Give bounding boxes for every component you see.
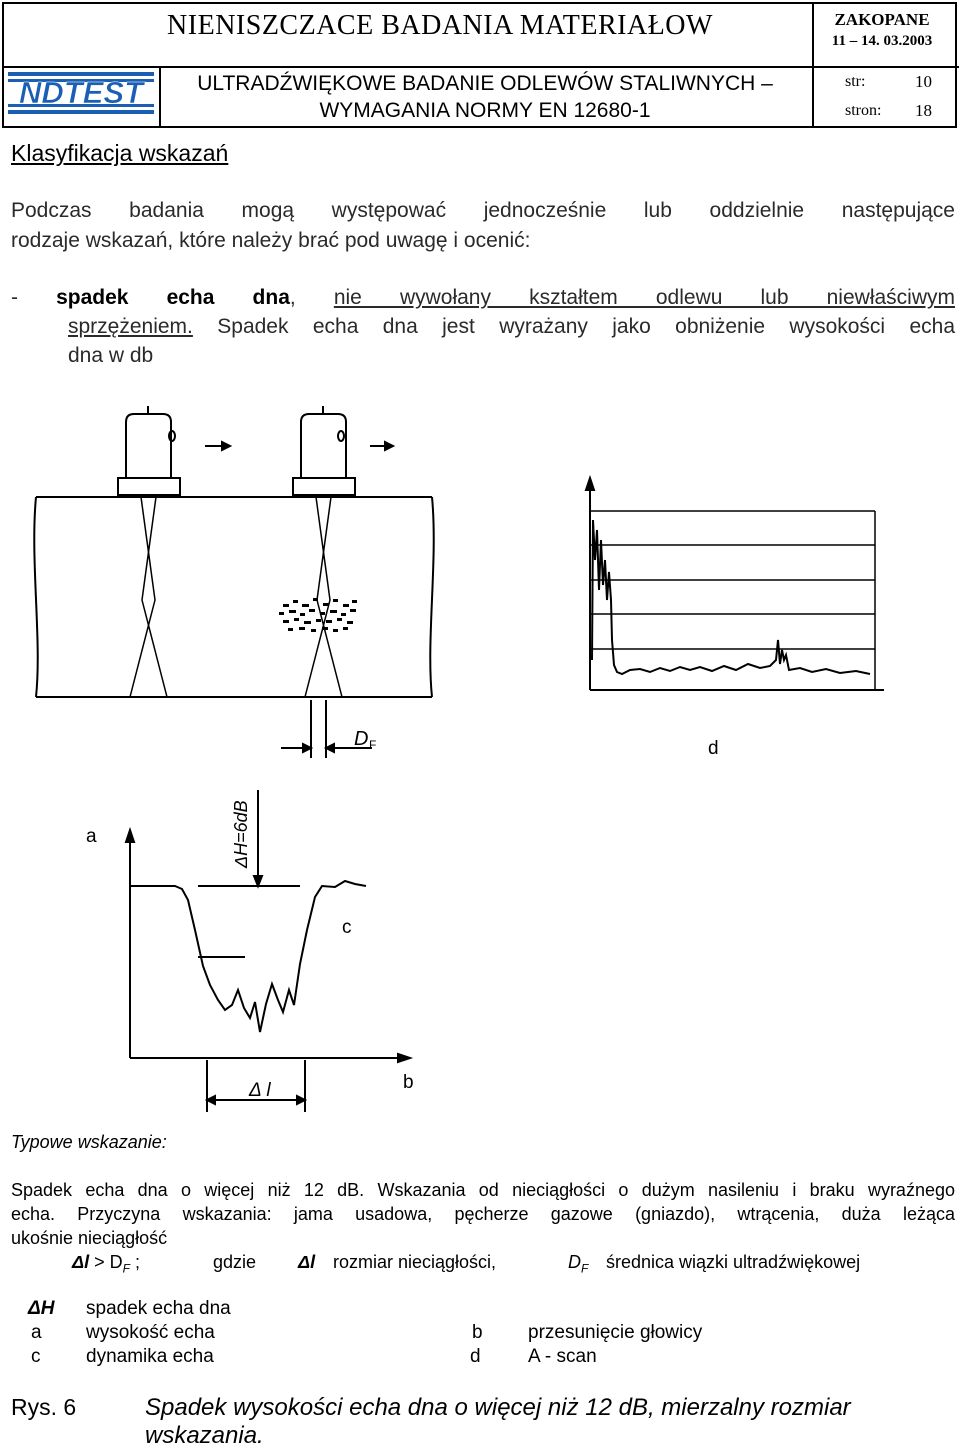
- legend-value: A - scan: [528, 1346, 597, 1367]
- label-b: b: [403, 1072, 414, 1093]
- svg-text:NDTEST: NDTEST: [19, 75, 143, 110]
- figure-echo-drop: [0, 395, 960, 1120]
- legend-key: ΔH: [28, 1298, 55, 1319]
- caption-text: wskazania.: [145, 1422, 264, 1449]
- formula-line: $\Delta l > D_F$ ;: [72, 1252, 140, 1276]
- legend-key: b: [472, 1322, 483, 1343]
- caption-label: Rys. 6: [11, 1394, 77, 1420]
- header-title: NIENISZCZACE BADANIA MATERIAŁOW: [167, 10, 713, 41]
- header-divider: [4, 66, 959, 68]
- caption-text: Spadek wysokości echa dna o więcej niż 12 dB, mierzalny rozmiar: [145, 1394, 851, 1421]
- legend-value: spadek echa dna: [86, 1298, 231, 1319]
- label-df-sub: F: [369, 738, 377, 752]
- pages-label: stron:: [845, 102, 882, 119]
- description-line: echa. Przyczyna wskazania: jama usadowa, pęcherze gazowe (gniazdo), wtrącenia, duża leżąca: [11, 1204, 955, 1224]
- label-df: D: [354, 728, 369, 750]
- header-subtitle: WYMAGANIA NORMY EN 12680-1: [319, 99, 651, 122]
- label-a: a: [86, 826, 97, 847]
- formula-df-desc: średnica wiązki ultradźwiękowej: [606, 1252, 861, 1272]
- section-heading: Klasyfikacja wskazań: [11, 140, 229, 166]
- bullet-underlined: nie wywołany kształtem odlewu lub niewłaściwym: [333, 286, 955, 309]
- intro-line: Podczas badania mogą występować jednocześnie lub oddzielnie następujące: [11, 199, 955, 222]
- pages-count: 18: [915, 101, 932, 120]
- page-number: 10: [915, 72, 932, 91]
- bullet-line: dna w db: [68, 344, 154, 367]
- bullet-dash: -: [11, 286, 18, 309]
- description-line: ukośnie nieciągłość: [11, 1228, 168, 1248]
- label-dh: ΔH=6dB: [231, 800, 251, 868]
- legend-value: przesunięcie głowicy: [528, 1322, 703, 1343]
- ndtest-logo: [8, 72, 154, 114]
- legend-value: wysokość echa: [86, 1322, 215, 1343]
- legend-value: dynamika echa: [86, 1346, 214, 1367]
- bullet-bold: spadek echa dna: [56, 286, 290, 309]
- header-date: 11 – 14. 03.2003: [831, 33, 933, 49]
- label-c: c: [342, 917, 352, 938]
- label-d: d: [708, 738, 719, 759]
- bullet-line: - spadek echa dna, nie wywołany kształtem odlewu lub niewłaściwym: [11, 286, 955, 309]
- header-subtitle: ULTRADŹWIĘKOWE BADANIE ODLEWÓW STALIWNYCH –: [197, 72, 773, 95]
- formula-dl: Δl: [298, 1252, 316, 1272]
- legend-key: d: [470, 1346, 481, 1367]
- formula-where: gdzie: [213, 1252, 257, 1272]
- description-line: Spadek echa dna o więcej niż 12 dB. Wskazania od nieciągłości o dużym nasileniu i braku wyraźnego: [11, 1180, 955, 1200]
- typical-indication-label: Typowe wskazanie:: [11, 1132, 167, 1152]
- label-dl: Δ l: [249, 1080, 271, 1101]
- page-label: str:: [845, 73, 866, 90]
- header-place: ZAKOPANE: [834, 10, 930, 29]
- legend-key: c: [31, 1346, 41, 1367]
- bullet-line: sprzężeniem. Spadek echa dna jest wyrażany jako obniżenie wysokości echa: [68, 315, 955, 338]
- intro-line: rodzaje wskazań, które należy brać pod uwagę i ocenić:: [11, 229, 531, 252]
- formula-df: $D_F$: [568, 1252, 589, 1276]
- formula-dl-desc: rozmiar nieciągłości,: [333, 1252, 497, 1272]
- legend-key: a: [31, 1322, 42, 1343]
